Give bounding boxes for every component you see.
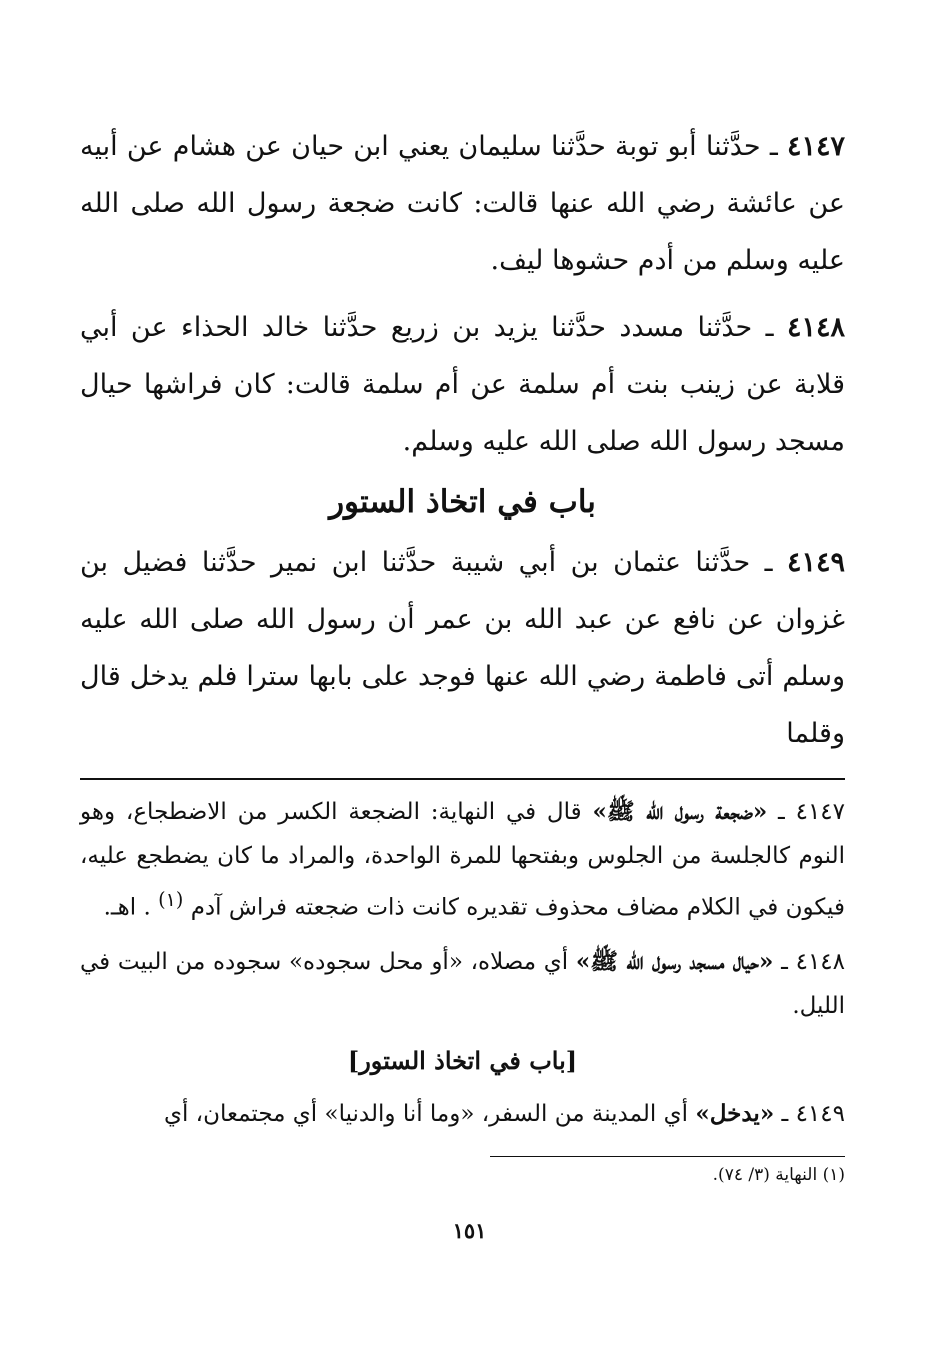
note-lead: «حيال مسجد رسول الله ﷺ»: [575, 947, 774, 975]
note-text: أي مصلاه، «أو محل سجوده» سجوده من البيت في الليل.: [80, 948, 845, 1019]
hadith-number: ٤١٤٨: [787, 312, 846, 343]
note-text: أي المدينة من السفر، «وما أنا والدنيا» أي مجتمعان، أي: [163, 1100, 689, 1127]
note-lead: «يدخل»: [695, 1099, 775, 1127]
hadith-4147: ٤١٤٧ ـ حدَّثنا أبو توبة حدَّثنا سليمان يعني ابن حيان عن هشام عن أبيه عن عائشة رضي الله عنها قالت: كانت ضجعة رسول الله صلى الله عليه وسلم من أدم حشوها ليف.: [80, 131, 846, 276]
hadith-number: ٤١٤٩: [786, 547, 845, 578]
note-number: ٤١٤٩: [795, 1100, 845, 1127]
note-number: ٤١٤٧: [795, 799, 846, 825]
hadith-text: حدَّثنا أبو توبة حدَّثنا سليمان يعني ابن حيان عن هشام عن أبيه عن عائشة رضي الله عنها قالت: كانت ضجعة رسول الله صلى الله عليه وسلم من أدم حشوها ليف.: [80, 131, 845, 276]
note-4148: ٤١٤٨ ـ «حيال مسجد رسول الله ﷺ» أي مصلاه، «أو محل سجوده» سجوده من البيت في الليل.: [80, 947, 846, 1019]
note-text: قال في النهاية: الضجعة الكسر من الاضطجاع، وهو النوم كالجلسة من الجلوس وبفتحها للمرة الواحدة، والمراد ما كان يضطجع عليه، فيكون في الكلام مضاف محذوف تقديره كانت ذات ضجعته فراش آدم: [80, 799, 845, 921]
note-number: ٤١٤٨: [795, 948, 846, 975]
footnote-ref: (١): [158, 888, 184, 911]
hadith-text: حدَّثنا مسدد حدَّثنا يزيد بن زريع حدَّثنا خالد الحذاء عن أبي قلابة عن زينب بنت أم سلمة عن أم سلمة قالت: كان فراشها حيال مسجد رسول الله صلى الله عليه وسلم.: [80, 312, 845, 457]
page-number: ١٥١: [452, 1218, 487, 1243]
chapter-title: باب في اتخاذ الستور: [329, 484, 596, 520]
hadith-4149: ٤١٤٩ ـ حدَّثنا عثمان بن أبي شيبة حدَّثنا ابن نمير حدَّثنا فضيل بن غزوان عن نافع عن عبد الله بن عمر أن رسول الله صلى الله عليه وسلم أتى فاطمة رضي الله عنها فوجد على بابها سترا فلم يدخل قال وقلما: [80, 547, 845, 749]
note-lead: «ضجعة رسول الله ﷺ»: [592, 798, 768, 825]
page-body: [80, 118, 845, 1189]
note-4149: ٤١٤٩ ـ «يدخل» أي المدينة من السفر، «وما أنا والدنيا» أي مجتمعان، أي: [163, 1099, 845, 1127]
hadith-4148: ٤١٤٨ ـ حدَّثنا مسدد حدَّثنا يزيد بن زريع حدَّثنا خالد الحذاء عن أبي قلابة عن زينب بنت أم سلمة عن أم سلمة قالت: كان فراشها حيال مسجد رسول الله صلى الله عليه وسلم.: [80, 312, 846, 457]
commentary-divider: [80, 778, 845, 780]
note-4147: ٤١٤٧ ـ «ضجعة رسول الله ﷺ» قال في النهاية: الضجعة الكسر من الاضطجاع، وهو النوم كالجلسة من الجلوس وبفتحها للمرة الواحدة، والمراد ما كان يضطجع عليه، فيكون في الكلام مضاف محذوف تقديره كانت ذات ضجعته فراش آدم $^{(١)}$ . اهـ.: [80, 798, 846, 921]
footnote: (١) النهاية (٣/ ٧٤).: [712, 1164, 845, 1185]
hadith-number: ٤١٤٧: [787, 131, 846, 162]
hadith-text: حدَّثنا عثمان بن أبي شيبة حدَّثنا ابن نمير حدَّثنا فضيل بن غزوان عن نافع عن عبد الله بن عمر أن رسول الله صلى الله عليه وسلم أتى فاطمة رضي الله عنها فوجد على بابها سترا فلم يدخل قال وقلما: [80, 547, 845, 749]
note-tail: . اهـ.: [103, 894, 151, 921]
notes-chapter-title: [باب في اتخاذ الستور]: [347, 1045, 578, 1075]
footnote-divider: [490, 1156, 845, 1157]
